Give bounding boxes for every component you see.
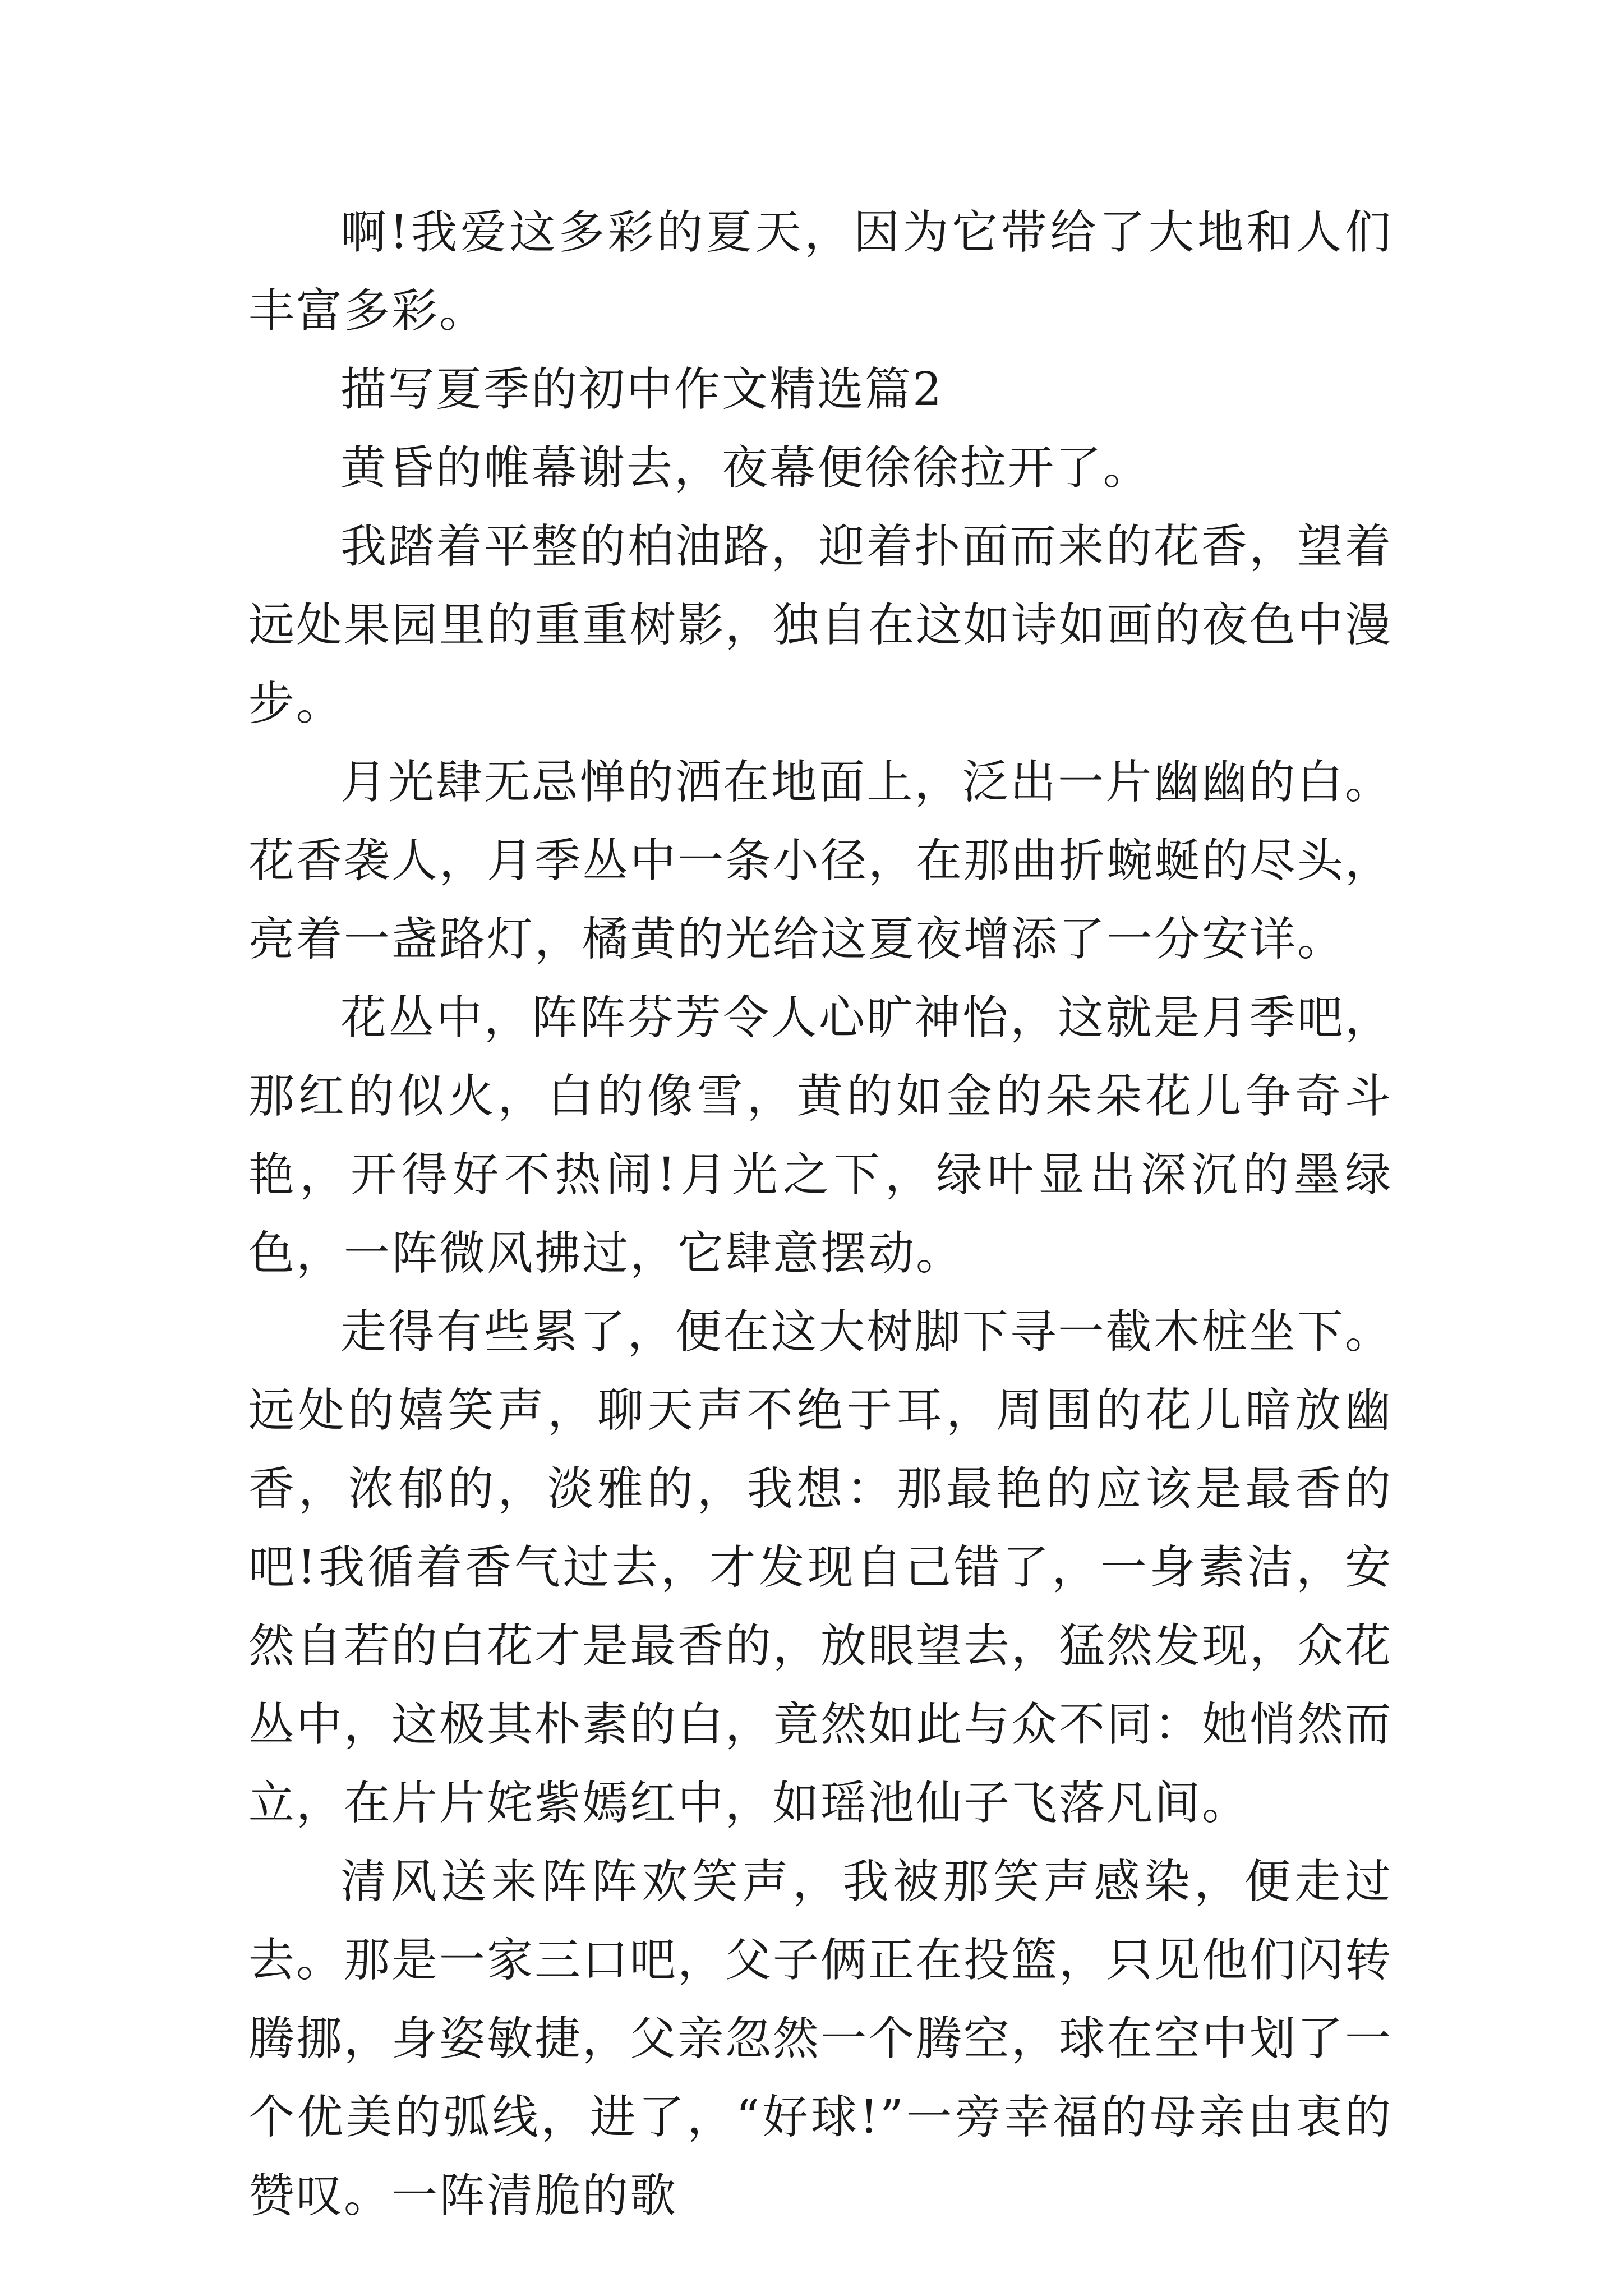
essay-heading: 描写夏季的初中作文精选篇2 xyxy=(340,363,944,416)
paragraph-flowers: 花丛中，阵阵芬芳令人心旷神怡，这就是月季吧，那红的似火，白的像雪，黄的如金的朵朵花儿争奇斗艳，开得好不热闹!月光之下，绿叶显出深沉的墨绿色，一阵微风拂过，它肆意摆动。 xyxy=(248,991,1393,1280)
document-page xyxy=(248,194,1393,2235)
paragraph-family: 清风送来阵阵欢笑声，我被那笑声感染，便走过去。那是一家三口吧，父子俩正在投篮，只见他们闪转腾挪，身姿敏捷，父亲忽然一个腾空，球在空中划了一个优美的弧线，进了，“好球!”一旁幸福的母亲由衷的赞叹。一阵清脆的歌 xyxy=(248,1855,1393,2223)
paragraph-white-flower: 走得有些累了，便在这大树脚下寻一截木桩坐下。远处的嬉笑声，聊天声不绝于耳，周围的花儿暗放幽香，浓郁的，淡雅的，我想：那最艳的应该是最香的吧!我循着香气过去，才发现自己错了，一身素洁，安然自若的白花才是最香的，放眼望去，猛然发现，众花丛中，这极其朴素的白，竟然如此与众不同：她悄然而立，在片片姹紫嫣红中，如瑶池仙子飞落凡间。 xyxy=(248,1305,1393,1830)
paragraph-walk: 我踏着平整的柏油路，迎着扑面而来的花香，望着远处果园里的重重树影，独自在这如诗如画的夜色中漫步。 xyxy=(248,520,1393,730)
paragraph-summer-conclusion: 啊!我爱这多彩的夏天，因为它带给了大地和人们丰富多彩。 xyxy=(248,206,1393,338)
paragraph-moonlight: 月光肆无忌惮的洒在地面上，泛出一片幽幽的白。花香袭人，月季丛中一条小径，在那曲折蜿蜒的尽头，亮着一盏路灯，橘黄的光给这夏夜增添了一分安详。 xyxy=(248,756,1393,966)
paragraph-dusk: 黄昏的帷幕谢去，夜幕便徐徐拉开了。 xyxy=(340,441,1151,495)
